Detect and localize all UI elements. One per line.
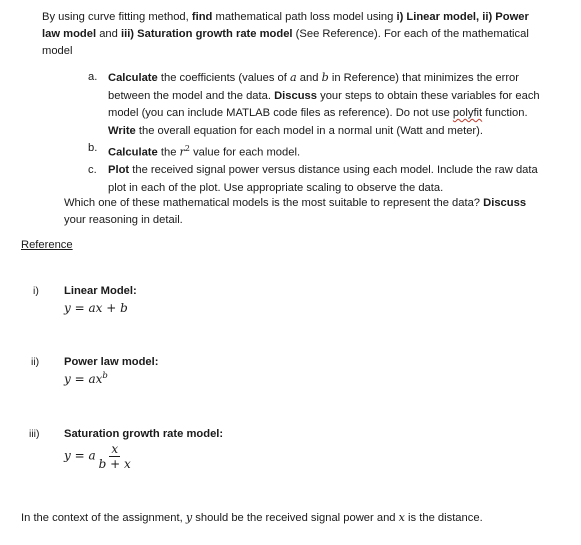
text: the overall equation for each model in a normal unit (Watt and meter). [135, 124, 483, 137]
text: Which one of these mathematical models is the most suitable to represent the data? [64, 197, 484, 209]
task-c-line-2: plot in each of the plot. Use appropriate scaling to observe the data. [108, 181, 444, 194]
intro-line-3: model [42, 45, 73, 57]
task-label: c. [88, 164, 97, 177]
reference-number: iii) [29, 428, 40, 440]
math-op: = [70, 448, 89, 463]
math-op: = [70, 372, 89, 386]
text: model (you can include MATLAB code files as reference). Do not use [108, 107, 453, 119]
math-op: + [102, 301, 121, 315]
text: (See Reference). For each of the mathematical [292, 28, 529, 40]
emphasis: Discuss [483, 197, 527, 209]
math-var: y [185, 511, 193, 524]
task-a-line-2 [108, 88, 578, 106]
emphasis: Calculate [108, 72, 158, 84]
text: is the distance. [404, 512, 483, 524]
math-var: x [124, 457, 131, 471]
math-op: + [106, 457, 124, 471]
math-op: = [70, 301, 89, 315]
fraction [97, 443, 133, 470]
superscript: 2 [184, 144, 190, 153]
math-var: b [321, 71, 329, 84]
text: should be the received signal power and [192, 512, 399, 524]
context-note [21, 511, 483, 524]
intro-line-1 [42, 9, 572, 26]
reference-heading-linear: Linear Model: [64, 285, 137, 297]
text: function. [482, 107, 528, 119]
text: value for each model. [189, 146, 301, 159]
task-label: a. [88, 71, 98, 83]
math-var: a [290, 71, 297, 84]
math-var: ax [88, 372, 103, 386]
math-var: b [120, 301, 128, 315]
numerator: x [111, 442, 119, 456]
question-line-2: your reasoning in detail. [64, 214, 183, 226]
emphasis: iii) Saturation growth rate model [120, 28, 293, 40]
math-var: y [64, 301, 71, 315]
emphasis: law model [42, 28, 97, 40]
text: and [296, 72, 322, 84]
task-a-line-3 [108, 105, 578, 123]
task-item-c [88, 162, 578, 197]
task-b-line-1 [108, 140, 578, 162]
intro-line-2 [42, 26, 572, 43]
reference-heading-power: Power law model: [64, 356, 159, 368]
task-label: b. [88, 142, 98, 154]
text: in Reference) that minimizes the error [328, 72, 520, 84]
task-c-line-1 [108, 162, 578, 180]
reference-heading-saturation: Saturation growth rate model: [64, 428, 224, 440]
emphasis: Discuss [274, 89, 317, 102]
math-var: y [64, 448, 71, 463]
task-item-a [88, 69, 578, 140]
math-var: b [98, 457, 107, 471]
reference-number: i) [33, 285, 39, 297]
math-var: r [179, 145, 185, 159]
math-var: y [64, 372, 71, 386]
reference-heading: Reference [21, 239, 73, 251]
emphasis: find [191, 11, 213, 23]
text: mathematical path loss model using [212, 11, 397, 23]
emphasis: Plot [108, 164, 130, 177]
emphasis: Write [108, 124, 136, 137]
text: In the context of the assignment, [21, 512, 186, 524]
text: By using curve fitting method, [42, 11, 192, 23]
intro-paragraph [42, 9, 572, 60]
formula-linear [64, 301, 128, 315]
text: the [157, 146, 180, 159]
denominator [97, 457, 133, 470]
spellcheck-word: polyfit [452, 107, 483, 119]
task-item-b [88, 140, 578, 162]
question-paragraph [64, 195, 574, 229]
text: and [96, 28, 121, 40]
task-list [88, 69, 578, 197]
question-line-1 [64, 195, 574, 212]
text: the received signal power versus distance using each model. Include the raw data [129, 164, 538, 177]
reference-number: ii) [31, 356, 40, 368]
text: your steps to obtain these variables for each [317, 89, 540, 102]
emphasis: Calculate [108, 146, 158, 159]
task-a-line-4 [108, 123, 578, 141]
formula-saturation [64, 443, 133, 470]
formula-power [64, 371, 108, 386]
math-var: x [398, 511, 405, 524]
math-var: ax [88, 301, 103, 315]
emphasis: i) Linear model, ii) Power [396, 11, 529, 23]
text: between the model and the data. [108, 89, 275, 102]
text: the coefficients (values of [157, 72, 291, 84]
task-a-line-1 [108, 69, 578, 88]
math-var: a [88, 448, 96, 463]
math-superscript: b [102, 371, 108, 381]
